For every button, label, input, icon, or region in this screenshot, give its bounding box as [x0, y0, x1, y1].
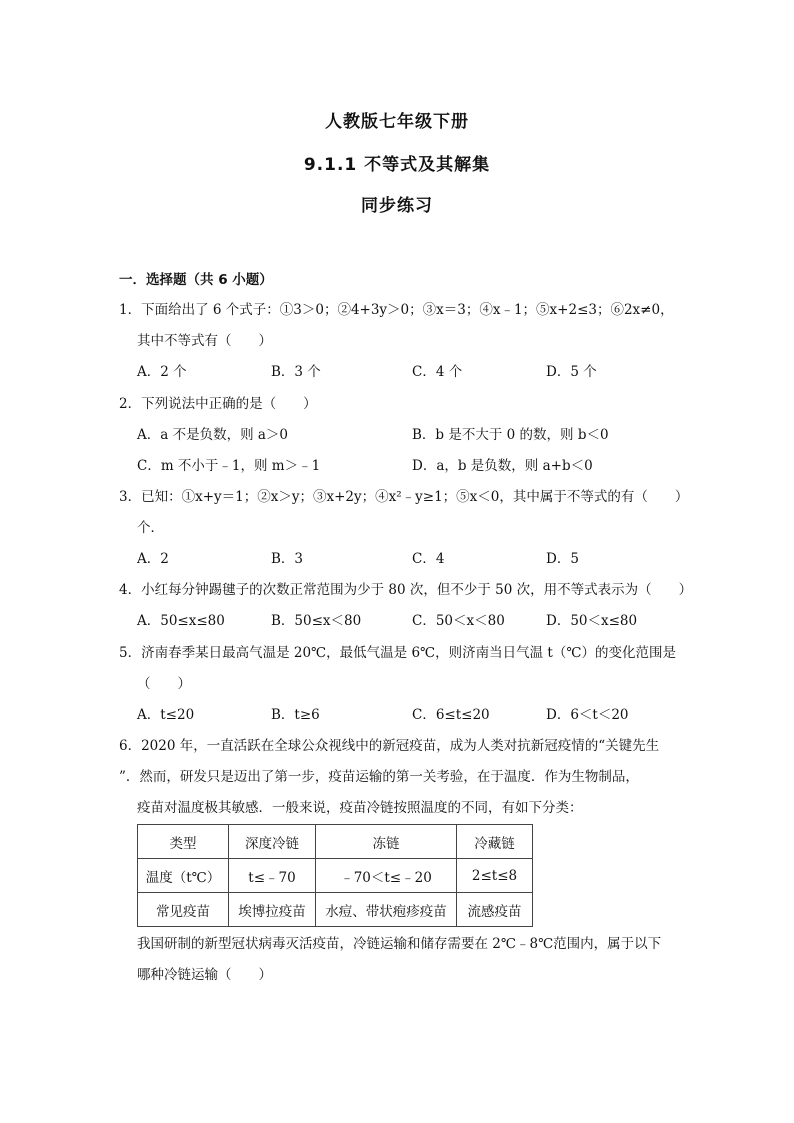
- table-cell: 冻链: [316, 825, 457, 859]
- q2-option-a: A．a 不是负数，则 a＞0: [137, 427, 289, 443]
- q5-option-b: B．t≥6: [271, 707, 320, 723]
- q3-option-c: C．4: [412, 551, 445, 567]
- q3-option-d: D．5: [546, 551, 579, 567]
- q1-option-a: A．2 个: [137, 364, 187, 380]
- lesson-title: 9.1.1 不等式及其解集: [303, 155, 491, 175]
- q6-stem-cont-2: 疫苗对温度极其敏感．一般来说，疫苗冷链按照温度的不同，有如下分类：: [137, 800, 583, 816]
- q4-option-c: C．50＜x＜80: [412, 613, 505, 629]
- q1-option-d: D．5 个: [546, 364, 597, 380]
- doc-title: 人教版七年级下册: [325, 112, 469, 132]
- q5-option-a: A．t≤20: [137, 707, 195, 723]
- q6-stem: 6．2020 年，一直活跃在全球公众视线中的新冠疫苗，成为人类对抗新冠疫情的“关键先生: [119, 738, 660, 754]
- q2-option-d: D．a，b 是负数，则 a+b＜0: [412, 458, 593, 474]
- q4-option-b: B．50≤x＜80: [271, 613, 362, 629]
- table-cell: t≤﹣70: [229, 859, 316, 893]
- cold-chain-table: [137, 824, 533, 927]
- table-row: [138, 859, 533, 893]
- q3-stem-cont: 个．: [137, 520, 164, 536]
- q4-option-d: D．50＜x≤80: [546, 613, 638, 629]
- q5-stem: 5．济南春季某日最高气温是 20℃，最低气温是 6℃，则济南当日气温 t（℃）的变化范围是: [119, 645, 676, 661]
- q2-option-b: B．b 是不大于 0 的数，则 b＜0: [412, 427, 609, 443]
- table-cell: 流感疫苗: [457, 893, 533, 927]
- table-cell: 冷藏链: [457, 825, 533, 859]
- q3-option-a: A．2: [137, 551, 169, 567]
- q6-after-2: 哪种冷链运输（ ）: [137, 967, 272, 983]
- table-cell: ﹣70＜t≤﹣20: [316, 859, 457, 893]
- table-row: [138, 893, 533, 927]
- table-cell: 温度（t℃）: [138, 859, 229, 893]
- q1-stem: 1．下面给出了 6 个式子：①3＞0；②4+3y＞0；③x＝3；④x﹣1；⑤x+2≤3；⑥2x≠0，: [119, 302, 674, 318]
- table-cell: 深度冷链: [229, 825, 316, 859]
- q4-option-a: A．50≤x≤80: [137, 613, 225, 629]
- q5-option-d: D．6＜t＜20: [546, 707, 629, 723]
- table-row: [138, 825, 533, 859]
- table-cell: 水痘、带状疱疹疫苗: [316, 893, 457, 927]
- q1-option-b: B．3 个: [271, 364, 321, 380]
- q1-option-c: C．4 个: [412, 364, 463, 380]
- table-cell: 2≤t≤8: [457, 859, 533, 893]
- q5-option-c: C．6≤t≤20: [412, 707, 490, 723]
- q2-stem: 2．下列说法中正确的是（ ）: [119, 396, 317, 412]
- section-heading: 一．选择题（共 6 小题）: [119, 272, 273, 288]
- q6-stem-cont-1: ”．然而，研发只是迈出了第一步，疫苗运输的第一关考验，在于温度．作为生物制品，: [119, 769, 639, 785]
- q4-stem: 4．小红每分钟踢毽子的次数正常范围为少于 80 次，但不少于 50 次，用不等式表示为（ ）: [119, 582, 693, 598]
- table-cell: 类型: [138, 825, 229, 859]
- exercise-title: 同步练习: [361, 196, 433, 216]
- q5-stem-cont: （ ）: [137, 676, 191, 692]
- table-cell: 常见疫苗: [138, 893, 229, 927]
- table-cell: 埃博拉疫苗: [229, 893, 316, 927]
- q1-stem-cont: 其中不等式有（ ）: [137, 333, 272, 349]
- q3-stem: 3．已知：①x+y＝1；②x＞y；③x+2y；④x²﹣y≥1；⑤x＜0，其中属于不等式的有（ ）: [119, 489, 689, 505]
- q6-after-1: 我国研制的新型冠状病毒灭活疫苗，冷链运输和储存需要在 2℃﹣8℃范围内，属于以下: [137, 936, 662, 952]
- q3-option-b: B．3: [271, 551, 304, 567]
- q2-option-c: C．m 不小于﹣1，则 m＞﹣1: [137, 458, 321, 474]
